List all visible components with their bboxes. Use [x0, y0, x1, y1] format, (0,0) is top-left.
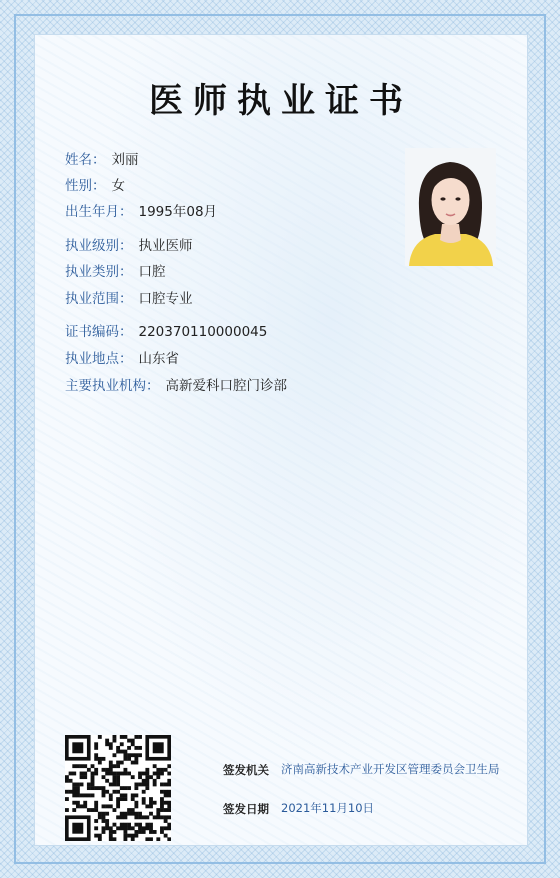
field-location [65, 347, 179, 367]
field-level [65, 234, 193, 254]
issuing-authority [223, 762, 507, 778]
field-category [65, 260, 166, 280]
portrait-photo [405, 148, 496, 266]
issuing-authority-label: 签发机关 [223, 763, 269, 777]
field-location-label: 执业地点： [65, 351, 133, 367]
field-level-label: 执业级别： [65, 238, 133, 254]
field-gender-label: 性别： [65, 178, 106, 194]
issuing-authority-value: 济南高新技术产业开发区管理委员会卫生局 [281, 762, 500, 776]
issue-date [223, 801, 507, 817]
qr-code-graphic [65, 735, 171, 841]
field-institution [65, 374, 287, 394]
field-category-value: 口腔 [138, 264, 166, 280]
field-name-label: 姓名： [65, 152, 106, 168]
certificate-panel [34, 34, 528, 846]
field-institution-label: 主要执业机构： [65, 378, 160, 394]
certificate-title: 医师执业证书 [149, 81, 413, 121]
issue-date-label: 签发日期 [223, 802, 269, 816]
field-cert-no-label: 证书编码： [65, 324, 133, 340]
field-location-value: 山东省 [138, 351, 179, 367]
field-cert-no-value: 220370110000045 [138, 324, 268, 340]
field-gender-value: 女 [111, 178, 125, 194]
field-cert-no [65, 320, 267, 340]
qr-code [65, 735, 171, 841]
field-birth-value: 1995年08月 [138, 204, 218, 220]
field-name [65, 148, 139, 168]
portrait-image [405, 148, 496, 266]
field-level-value: 执业医师 [138, 238, 193, 254]
field-scope [65, 287, 193, 307]
issue-date-value: 2021年11月10日 [281, 801, 375, 815]
field-name-value: 刘丽 [111, 152, 139, 168]
field-scope-label: 执业范围： [65, 291, 133, 307]
field-birth [65, 200, 217, 220]
field-category-label: 执业类别： [65, 264, 133, 280]
field-birth-label: 出生年月： [65, 204, 133, 220]
field-scope-value: 口腔专业 [138, 291, 193, 307]
field-gender [65, 174, 125, 194]
field-institution-value: 高新爱科口腔门诊部 [165, 378, 287, 394]
